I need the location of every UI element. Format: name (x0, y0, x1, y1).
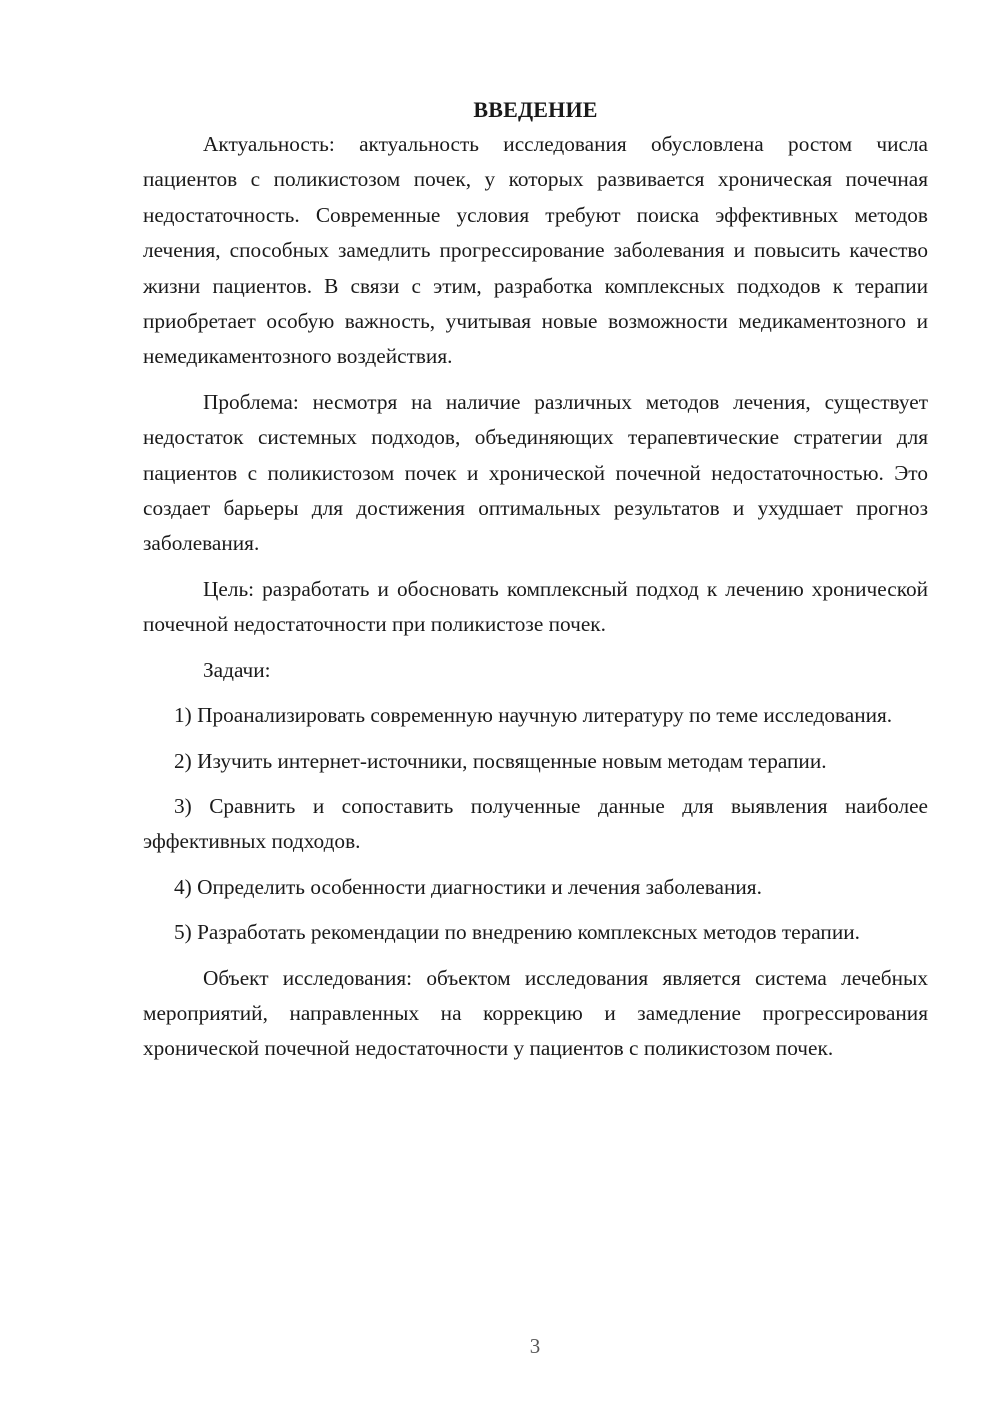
relevance-paragraph: Актуальность: актуальность исследования обусловлена ростом числа пациентов с поликистозом почек, у которых развивается хроническая почечная недостаточность. Современные условия требуют поиска эффективных методов лечения, способных замедлить прогрессирование заболевания и повысить качество жизни пациентов. В связи с этим, разработка комплексных подходов к терапии приобретает особую важность, учитывая новые возможности медикаментозного и немедикаментозного воздействия. (143, 132, 928, 369)
task-item-4: 4) Определить особенности диагностики и лечения заболевания. (174, 874, 762, 899)
goal-paragraph: Цель: разработать и обосновать комплексный подход к лечению хронической почечной недостаточности при поликистозе почек. (143, 576, 928, 637)
task-item-1: 1) Проанализировать современную научную литературу по теме исследования. (174, 703, 893, 728)
problem-paragraph: Проблема: несмотря на наличие различных методов лечения, существует недостаток системных подходов, объединяющих терапевтические стратегии для пациентов с поликистозом почек и хронической почечной недостаточностью. Это создает барьеры для достижения оптимальных результатов и ухудшает прогноз заболевания. (143, 389, 928, 556)
object-paragraph: Объект исследования: объектом исследования является система лечебных мероприятий, направленных на коррекцию и замедление прогрессирования хронической почечной недостаточности у пациентов с поликистозом почек. (143, 965, 928, 1061)
task-item-5: 5) Разработать рекомендации по внедрению комплексных методов терапии. (174, 920, 860, 945)
tasks-heading: Задачи: (203, 657, 271, 682)
section-heading: ВВЕДЕНИЕ (473, 97, 598, 122)
document-page (143, 92, 928, 1067)
page-number: 3 (529, 1334, 541, 1358)
task-item-3: 3) Сравнить и сопоставить полученные данные для выявления наиболее эффективных подходов. (143, 793, 928, 854)
task-item-2: 2) Изучить интернет-источники, посвященные новым методам терапии. (174, 748, 827, 773)
